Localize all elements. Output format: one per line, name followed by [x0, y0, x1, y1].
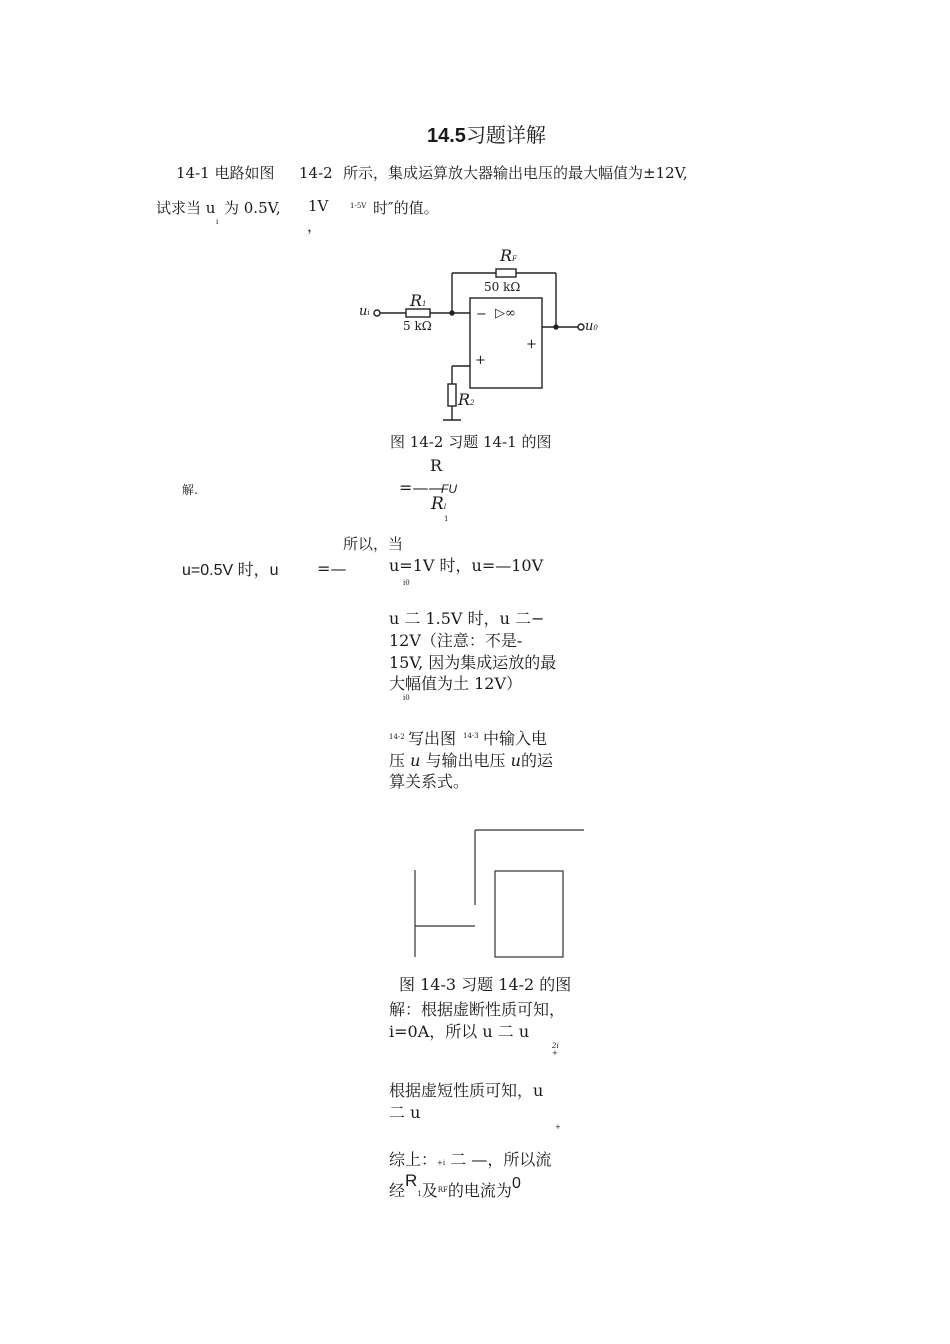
problem1-text-c: 所示，集成运算放大器输出电压的最大幅值为±12V, [343, 164, 688, 182]
formula-fu: FU [441, 482, 457, 496]
figure2-box [495, 871, 563, 957]
case3-line3: 15V, 因为集成运放的最 [389, 653, 557, 672]
problem2-text-b: 中输入电 [483, 729, 548, 748]
problem2-line2: 压 u 与输出电压 u的运 [389, 751, 553, 770]
ui-label: ui [359, 304, 370, 319]
r1-value: 5 kΩ [403, 319, 432, 333]
case2: u=1V 时，u=—10V [389, 556, 544, 575]
problem2-line3: 算关系式。 [389, 772, 470, 791]
figure2-caption: 图 14-3 习题 14-2 的图 [399, 975, 572, 994]
r1-label: R1 [410, 291, 427, 310]
problem1-line2-comma: ， [307, 217, 323, 235]
uo-label: u0 [585, 319, 598, 334]
problem1-line2-b: 为 0.5V, [224, 199, 281, 217]
formula-eq: =—— [399, 478, 445, 497]
problem1-line2-c: 1V [308, 197, 329, 215]
problem1-figure-ref: 14-2 [299, 164, 333, 182]
solution2-line2-sub: 2i [552, 1042, 559, 1050]
solution2-line2: i=0A，所以 u 二 u [389, 1022, 530, 1041]
case1-a: u=0.5V 时，u [182, 562, 279, 579]
problem1-line2-e: 时″的值。 [373, 199, 439, 217]
figure1-caption: 图 14-2 习题 14-1 的图 [390, 433, 552, 451]
opamp-plus-out: + [526, 337, 537, 352]
problem2-num-a: 14-2 [389, 733, 405, 741]
solution2-line5: 综上：+i 二 —，所以流 [389, 1150, 552, 1169]
case1-b: =— [317, 559, 347, 578]
rf-value: 50 kΩ [484, 280, 521, 294]
case3-line1: u 二 1.5V 时，u 二− [389, 609, 545, 628]
title-number: 14.5 [427, 125, 466, 147]
problem2-num-b: 14-3 [463, 732, 479, 740]
case3-sub: i0 [403, 694, 410, 702]
case3-line2: 12V（注意：不是- [389, 631, 523, 650]
formula-r1: Rl [431, 494, 447, 514]
case2-sub: i0 [403, 579, 410, 587]
problem1-line2-sub: i [216, 218, 219, 226]
formula-r1-sub2: 1 [444, 515, 449, 523]
solution2-line4-sub: + [555, 1123, 561, 1131]
problem1-text-a: 14-1 电路如图 [176, 164, 275, 182]
title-text: 习题详解 [465, 123, 546, 147]
problem1-line2-d: 1-5V [350, 202, 367, 210]
solution1-jie: 解. [182, 483, 198, 497]
opamp-plus-in: + [475, 353, 486, 368]
problem2-text-a: 写出图 [408, 729, 457, 748]
solution2-line2-sub2: + [552, 1049, 558, 1057]
solution2-line3: 根据虚短性质可知，u [389, 1081, 544, 1100]
solution2-line1: 解：根据虚断性质可知， [389, 1000, 566, 1019]
opamp-symbol: ▷∞ [495, 306, 516, 321]
formula-r-top: R [430, 456, 443, 475]
rf-label: RF [500, 246, 517, 265]
opamp-minus-sign: − [476, 307, 487, 322]
solution2-line6: 经R1及$^{RF}$的电流为0 [389, 1171, 521, 1200]
case3-line4: 大幅值为土 12V） [389, 674, 523, 693]
solution1-suoyi: 所以，当 [343, 535, 404, 553]
r2-label: R2 [458, 390, 475, 409]
solution2-line4: 二 u [389, 1103, 421, 1122]
problem1-line2-a: 试求当 u [156, 199, 216, 217]
